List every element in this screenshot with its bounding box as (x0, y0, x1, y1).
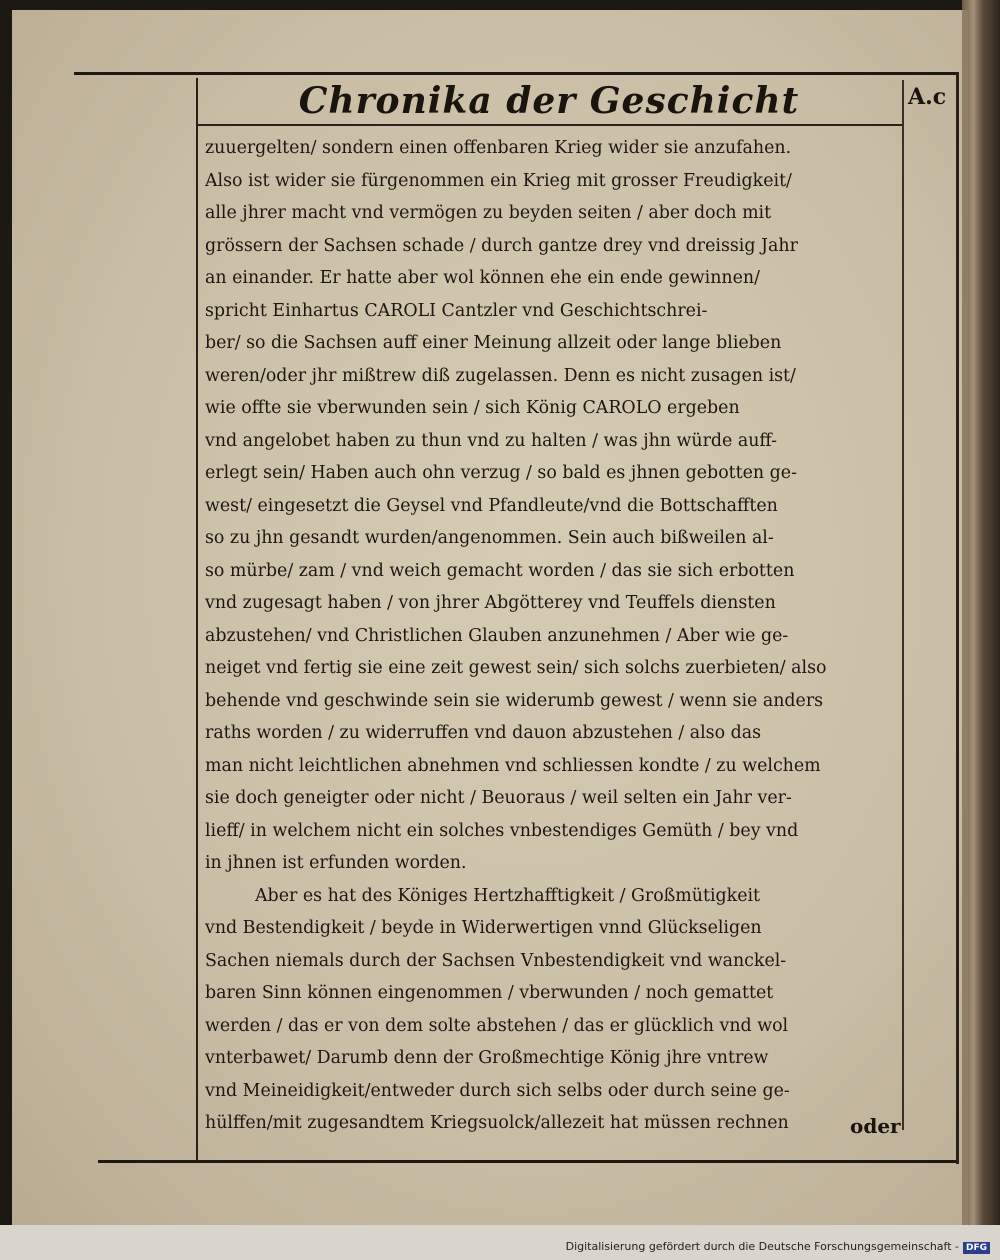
top-rule (74, 72, 958, 75)
bottom-rule (98, 1160, 956, 1163)
text-line: grössern der Sachsen schade / durch gantze drey vnd dreissig Jahr (205, 235, 798, 256)
text-line: abzustehen/ vnd Christlichen Glauben anzunehmen / Aber wie ge- (205, 625, 789, 646)
text-line: weren/oder jhr mißtrew diß zugelassen. Denn es nicht zusagen ist/ (205, 365, 796, 386)
digitization-footer (0, 1240, 990, 1254)
left-rule (196, 78, 198, 1160)
text-line: so zu jhn gesandt wurden/angenommen. Sein auch bißweilen al- (205, 528, 774, 548)
text-line: Sachen niemals durch der Sachsen Vnbestendigkeit vnd wanckel- (205, 950, 787, 971)
text-line: zuuergelten/ sondern einen offenbaren Krieg wider sie anzufahen. (205, 138, 792, 158)
text-line: vnd Meineidigkeit/entweder durch sich selbs oder durch seine ge- (205, 1080, 790, 1101)
text-line: vnd angelobet haben zu thun vnd zu halten / was jhn würde auff- (205, 430, 778, 451)
running-head: Chronika der Geschicht (298, 80, 800, 122)
text-line: lieff/ in welchem nicht ein solches vnbestendiges Gemüth / bey vnd (205, 820, 799, 841)
dfg-logo: DFG (963, 1242, 990, 1254)
text-line: vnterbawet/ Darumb denn der Großmechtige König jhre vntrew (205, 1048, 769, 1068)
text-line: raths worden / zu widerruffen vnd dauon abzustehen / also das (205, 723, 762, 743)
footer-text: Digitalisierung gefördert durch die Deutsche Forschungsgemeinschaft - (565, 1240, 959, 1253)
catchword: oder (850, 1114, 901, 1138)
text-line: werden / das er von dem solte abstehen / das er glücklich vnd wol (205, 1015, 789, 1036)
paragraph-start-line: Aber es hat des Königes Hertzhafftigkeit / Großmütigkeit (255, 885, 761, 906)
text-line: alle jhrer macht vnd vermögen zu beyden seiten / aber doch mit (205, 203, 772, 223)
text-line: behende vnd geschwinde sein sie widerumb gewest / wenn sie anders (205, 690, 824, 711)
heading-rule (196, 124, 902, 126)
text-line: spricht Einhartus CAROLI Cantzler vnd Geschichtschrei- (205, 300, 708, 321)
text-line: vnd Bestendigkeit / beyde in Widerwertigen vnnd Glückseligen (205, 918, 762, 938)
text-line: hülffen/mit zugesandtem Kriegsuolck/allezeit hat müssen rechnen (205, 1113, 789, 1133)
text-line: west/ eingesetzt die Geysel vnd Pfandleute/vnd die Bottschafften (205, 495, 778, 516)
text-line: so mürbe/ zam / vnd weich gemacht worden / das sie sich erbotten (205, 560, 795, 581)
text-line: Also ist wider sie fürgenommen ein Krieg mit grosser Freudigkeit/ (205, 170, 792, 191)
body-text (205, 132, 903, 1140)
text-line: an einander. Er hatte aber wol können ehe ein ende gewinnen/ (205, 268, 760, 288)
text-line: in jhnen ist erfunden worden. (205, 853, 467, 873)
right-rule (956, 72, 959, 1164)
text-line: wie offte sie vberwunden sein / sich König CAROLO ergeben (205, 398, 740, 418)
text-line: vnd zugesagt haben / von jhrer Abgötterey vnd Teuffels diensten (205, 593, 776, 613)
text-line: sie doch geneigter oder nicht / Beuoraus / weil selten ein Jahr ver- (205, 788, 792, 808)
text-line: neiget vnd fertig sie eine zeit gewest sein/ sich solchs zuerbieten/ also (205, 658, 827, 678)
text-line: man nicht leichtlichen abnehmen vnd schliessen kondte / zu welchem (205, 755, 821, 776)
signature-mark: A.c (908, 84, 947, 110)
text-line: erlegt sein/ Haben auch ohn verzug / so bald es jhnen gebotten ge- (205, 463, 797, 483)
text-line: baren Sinn können eingenommen / vberwunden / noch gemattet (205, 983, 774, 1003)
text-line: ber/ so die Sachsen auff einer Meinung allzeit oder lange blieben (205, 333, 782, 353)
